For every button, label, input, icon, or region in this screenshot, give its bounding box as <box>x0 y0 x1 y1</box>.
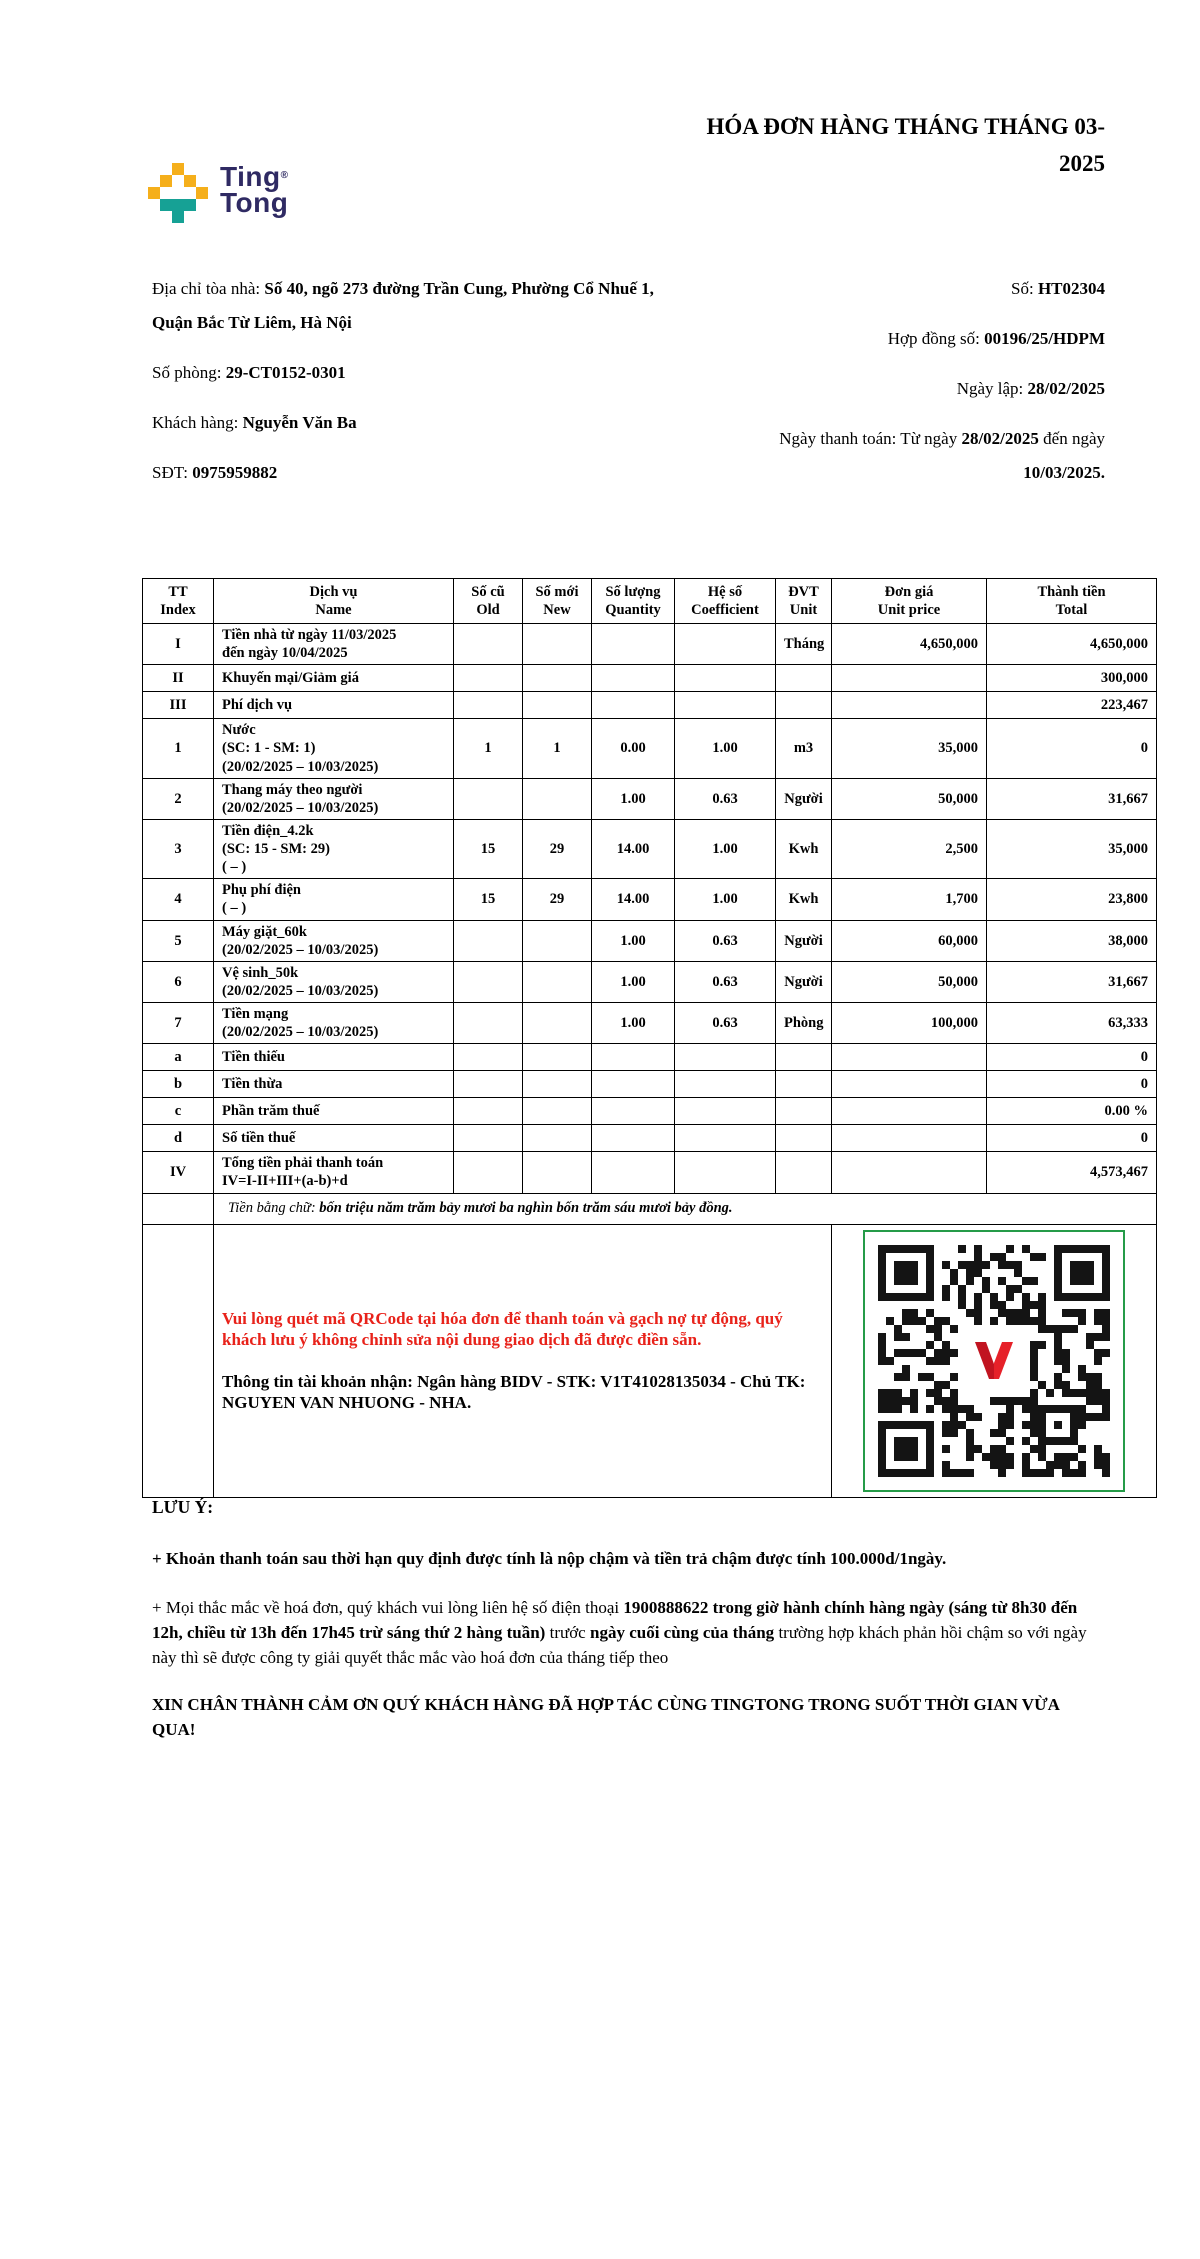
coefficient-cell <box>675 1098 776 1125</box>
old-reading-cell <box>454 1071 523 1098</box>
unit-price-cell: 2,500 <box>832 819 987 878</box>
quantity-cell <box>592 665 675 692</box>
issue-date: Ngày lập: 28/02/2025 <box>956 379 1105 398</box>
coefficient-cell <box>675 692 776 719</box>
coefficient-cell <box>675 624 776 665</box>
col-header-index: TT Index <box>143 579 214 624</box>
unit-price-cell <box>832 1098 987 1125</box>
invoice-number: Số: HT02304 <box>1011 279 1105 298</box>
index-cell: 5 <box>143 920 214 961</box>
quantity-cell: 14.00 <box>592 879 675 920</box>
old-reading-cell: 15 <box>454 879 523 920</box>
old-reading-cell <box>454 1003 523 1044</box>
unit-cell: Phòng <box>776 1003 832 1044</box>
table-row <box>143 1044 1157 1071</box>
quantity-cell <box>592 1071 675 1098</box>
amount-in-words: Tiền bằng chữ: bốn triệu năm trăm bảy mươi ba nghìn bốn trăm sáu mươi bảy đồng. <box>214 1193 1157 1224</box>
col-header-new: Số mới New <box>523 579 592 624</box>
qr-code-cell <box>832 1224 1157 1497</box>
unit-price-cell: 50,000 <box>832 961 987 1002</box>
invoice-table <box>142 578 1157 1498</box>
index-cell: 3 <box>143 819 214 878</box>
unit-cell <box>776 1125 832 1152</box>
new-reading-cell <box>523 1152 592 1193</box>
coefficient-cell: 0.63 <box>675 1003 776 1044</box>
index-cell: d <box>143 1125 214 1152</box>
room-number: Số phòng: 29-CT0152-0301 <box>152 363 346 382</box>
footer-notes <box>152 1495 1105 1742</box>
table-row <box>143 719 1157 778</box>
table-row <box>143 624 1157 665</box>
unit-cell: Người <box>776 920 832 961</box>
old-reading-cell <box>454 778 523 819</box>
contract-number: Hợp đồng số: 00196/25/HDPM <box>887 329 1105 348</box>
new-reading-cell <box>523 624 592 665</box>
service-name-cell: Tiền thiếu <box>214 1044 454 1071</box>
coefficient-cell <box>675 1071 776 1098</box>
unit-cell <box>776 1098 832 1125</box>
new-reading-cell: 1 <box>523 719 592 778</box>
coefficient-cell: 0.63 <box>675 961 776 1002</box>
index-cell: IV <box>143 1152 214 1193</box>
col-header-total: Thành tiền Total <box>987 579 1157 624</box>
table-row <box>143 778 1157 819</box>
new-reading-cell <box>523 920 592 961</box>
unit-cell: m3 <box>776 719 832 778</box>
quantity-cell: 14.00 <box>592 819 675 878</box>
tingtong-logo-icon <box>148 163 208 223</box>
quantity-cell <box>592 624 675 665</box>
new-reading-cell <box>523 778 592 819</box>
table-row <box>143 819 1157 878</box>
coefficient-cell: 1.00 <box>675 719 776 778</box>
table-row <box>143 920 1157 961</box>
old-reading-cell <box>454 1044 523 1071</box>
total-cell: 0 <box>987 1044 1157 1071</box>
col-header-quantity: Số lượng Quantity <box>592 579 675 624</box>
service-name-cell: Phụ phí điện ( – ) <box>214 879 454 920</box>
page-title: HÓA ĐƠN HÀNG THÁNG THÁNG 03- 2025 <box>706 114 1105 176</box>
service-name-cell: Máy giặt_60k (20/02/2025 – 10/03/2025) <box>214 920 454 961</box>
new-reading-cell: 29 <box>523 879 592 920</box>
service-name-cell: Tiền điện_4.2k (SC: 15 - SM: 29) ( – ) <box>214 819 454 878</box>
index-cell: 7 <box>143 1003 214 1044</box>
unit-price-cell: 60,000 <box>832 920 987 961</box>
unit-cell: Người <box>776 961 832 1002</box>
index-cell: 4 <box>143 879 214 920</box>
amount-in-words-row <box>143 1193 1157 1224</box>
unit-price-cell <box>832 665 987 692</box>
unit-price-cell <box>832 1125 987 1152</box>
unit-price-cell <box>832 1071 987 1098</box>
qr-code <box>863 1230 1125 1492</box>
vietqr-v-logo <box>963 1330 1025 1392</box>
brand-line1: Ting <box>220 161 281 192</box>
coefficient-cell: 1.00 <box>675 879 776 920</box>
quantity-cell: 0.00 <box>592 719 675 778</box>
col-header-unit-price: Đơn giá Unit price <box>832 579 987 624</box>
new-reading-cell <box>523 1098 592 1125</box>
invoice-table-body <box>143 624 1157 1498</box>
total-cell: 63,333 <box>987 1003 1157 1044</box>
service-name-cell: Tiền mạng (20/02/2025 – 10/03/2025) <box>214 1003 454 1044</box>
service-name-cell: Tiền nhà từ ngày 11/03/2025 đến ngày 10/04/2025 <box>214 624 454 665</box>
quantity-cell: 1.00 <box>592 920 675 961</box>
table-row <box>143 1071 1157 1098</box>
new-reading-cell <box>523 961 592 1002</box>
index-cell: I <box>143 624 214 665</box>
new-reading-cell <box>523 1003 592 1044</box>
unit-price-cell: 50,000 <box>832 778 987 819</box>
payment-instructions <box>214 1224 832 1497</box>
unit-cell <box>776 1044 832 1071</box>
quantity-cell <box>592 692 675 719</box>
unit-price-cell: 1,700 <box>832 879 987 920</box>
tingtong-logo-text <box>220 163 288 216</box>
old-reading-cell <box>454 920 523 961</box>
index-cell: 1 <box>143 719 214 778</box>
service-name-cell: Phần trăm thuế <box>214 1098 454 1125</box>
new-reading-cell <box>523 692 592 719</box>
total-cell: 0 <box>987 1125 1157 1152</box>
table-row <box>143 665 1157 692</box>
building-info-block <box>152 272 657 506</box>
col-header-old: Số cũ Old <box>454 579 523 624</box>
notes-heading: LƯU Ý: <box>152 1497 214 1517</box>
coefficient-cell <box>675 1125 776 1152</box>
index-cell: b <box>143 1071 214 1098</box>
thank-you-message: XIN CHÂN THÀNH CẢM ƠN QUÝ KHÁCH HÀNG ĐÃ HỢP TÁC CÙNG TINGTONG TRONG SUỐT THỜI GIAN VỪA QUA! <box>152 1695 1059 1739</box>
quantity-cell <box>592 1152 675 1193</box>
total-cell: 0.00 % <box>987 1098 1157 1125</box>
unit-cell <box>776 665 832 692</box>
table-row <box>143 692 1157 719</box>
service-name-cell: Số tiền thuế <box>214 1125 454 1152</box>
service-name-cell: Nước (SC: 1 - SM: 1) (20/02/2025 – 10/03/2025) <box>214 719 454 778</box>
old-reading-cell <box>454 1125 523 1152</box>
qr-scan-note: Vui lòng quét mã QRCode tại hóa đơn để thanh toán và gạch nợ tự động, quý khách lưu ý không chỉnh sửa nội dung giao dịch đã được điền sẵn. <box>222 1309 783 1350</box>
table-row <box>143 1098 1157 1125</box>
customer-name: Khách hàng: Nguyễn Văn Ba <box>152 413 357 432</box>
building-address: Địa chỉ tòa nhà: Số 40, ngõ 273 đường Trần Cung, Phường Cổ Nhuế 1, Quận Bắc Từ Liêm, Hà Nội <box>152 279 654 332</box>
total-cell: 0 <box>987 719 1157 778</box>
table-header-row <box>143 579 1157 624</box>
coefficient-cell <box>675 1152 776 1193</box>
unit-cell <box>776 1152 832 1193</box>
new-reading-cell: 29 <box>523 819 592 878</box>
total-cell: 223,467 <box>987 692 1157 719</box>
total-cell: 35,000 <box>987 819 1157 878</box>
coefficient-cell: 0.63 <box>675 920 776 961</box>
unit-price-cell: 100,000 <box>832 1003 987 1044</box>
phone-number: SĐT: 0975959882 <box>152 463 278 482</box>
quantity-cell <box>592 1044 675 1071</box>
index-cell: c <box>143 1098 214 1125</box>
tingtong-logo <box>148 163 288 223</box>
old-reading-cell <box>454 1098 523 1125</box>
old-reading-cell <box>454 692 523 719</box>
coefficient-cell: 0.63 <box>675 778 776 819</box>
quantity-cell <box>592 1125 675 1152</box>
unit-price-cell: 35,000 <box>832 719 987 778</box>
index-cell: III <box>143 692 214 719</box>
qr-payment-row <box>143 1224 1157 1497</box>
unit-cell: Kwh <box>776 879 832 920</box>
coefficient-cell: 1.00 <box>675 819 776 878</box>
index-cell: a <box>143 1044 214 1071</box>
index-cell: 6 <box>143 961 214 1002</box>
table-row <box>143 1125 1157 1152</box>
empty-cell <box>143 1224 214 1497</box>
unit-price-cell <box>832 692 987 719</box>
col-header-coefficient: Hệ số Coefficient <box>675 579 776 624</box>
unit-price-cell: 4,650,000 <box>832 624 987 665</box>
service-name-cell: Thang máy theo người (20/02/2025 – 10/03/2025) <box>214 778 454 819</box>
old-reading-cell <box>454 665 523 692</box>
col-header-name: Dịch vụ Name <box>214 579 454 624</box>
registered-mark: ® <box>280 170 289 181</box>
total-cell: 31,667 <box>987 778 1157 819</box>
unit-cell: Tháng <box>776 624 832 665</box>
table-row <box>143 961 1157 1002</box>
unit-cell <box>776 692 832 719</box>
new-reading-cell <box>523 1071 592 1098</box>
old-reading-cell <box>454 1152 523 1193</box>
total-cell: 300,000 <box>987 665 1157 692</box>
invoice-meta-block <box>725 272 1105 506</box>
total-cell: 4,573,467 <box>987 1152 1157 1193</box>
late-payment-note: + Khoản thanh toán sau thời hạn quy định được tính là nộp chậm và tiền trả chậm được tính 100.000d/1ngày. <box>152 1549 947 1568</box>
service-name-cell: Phí dịch vụ <box>214 692 454 719</box>
old-reading-cell: 1 <box>454 719 523 778</box>
new-reading-cell <box>523 1044 592 1071</box>
total-cell: 0 <box>987 1071 1157 1098</box>
payment-period: Ngày thanh toán: Từ ngày 28/02/2025 đến ngày 10/03/2025. <box>779 429 1105 482</box>
unit-price-cell <box>832 1152 987 1193</box>
brand-line2: Tong <box>220 187 289 218</box>
coefficient-cell <box>675 665 776 692</box>
index-cell: II <box>143 665 214 692</box>
old-reading-cell <box>454 624 523 665</box>
total-cell: 4,650,000 <box>987 624 1157 665</box>
quantity-cell: 1.00 <box>592 1003 675 1044</box>
quantity-cell <box>592 1098 675 1125</box>
index-cell: 2 <box>143 778 214 819</box>
total-cell: 31,667 <box>987 961 1157 1002</box>
empty-cell <box>143 1193 214 1224</box>
old-reading-cell <box>454 961 523 1002</box>
old-reading-cell: 15 <box>454 819 523 878</box>
table-row <box>143 1003 1157 1044</box>
unit-cell <box>776 1071 832 1098</box>
quantity-cell: 1.00 <box>592 961 675 1002</box>
quantity-cell: 1.00 <box>592 778 675 819</box>
total-cell: 23,800 <box>987 879 1157 920</box>
service-name-cell: Khuyến mại/Giảm giá <box>214 665 454 692</box>
total-cell: 38,000 <box>987 920 1157 961</box>
unit-cell: Người <box>776 778 832 819</box>
bank-account-info: Thông tin tài khoản nhận: Ngân hàng BIDV - STK: V1T41028135034 - Chủ TK: NGUYEN VAN NHUONG - NHA. <box>222 1371 806 1412</box>
new-reading-cell <box>523 1125 592 1152</box>
service-name-cell: Vệ sinh_50k (20/02/2025 – 10/03/2025) <box>214 961 454 1002</box>
service-name-cell: Tiền thừa <box>214 1071 454 1098</box>
table-row <box>143 1152 1157 1193</box>
col-header-unit: ĐVT Unit <box>776 579 832 624</box>
unit-cell: Kwh <box>776 819 832 878</box>
new-reading-cell <box>523 665 592 692</box>
table-row <box>143 879 1157 920</box>
service-name-cell: Tổng tiền phải thanh toán IV=I-II+III+(a-b)+d <box>214 1152 454 1193</box>
unit-price-cell <box>832 1044 987 1071</box>
support-note: + Mọi thắc mắc về hoá đơn, quý khách vui lòng liên hệ số điện thoại 1900888622 trong giờ hành chính hàng ngày (sáng từ 8h30 đến 12h, chiều từ 13h đến 17h45 trừ sáng thứ 2 hàng tuần) trước ngày cuối cùng của tháng trường hợp khách phản hồi chậm so với ngày này thì sẽ được công ty giải quyết thắc mắc vào hoá đơn của tháng tiếp theo <box>152 1598 1087 1667</box>
coefficient-cell <box>675 1044 776 1071</box>
